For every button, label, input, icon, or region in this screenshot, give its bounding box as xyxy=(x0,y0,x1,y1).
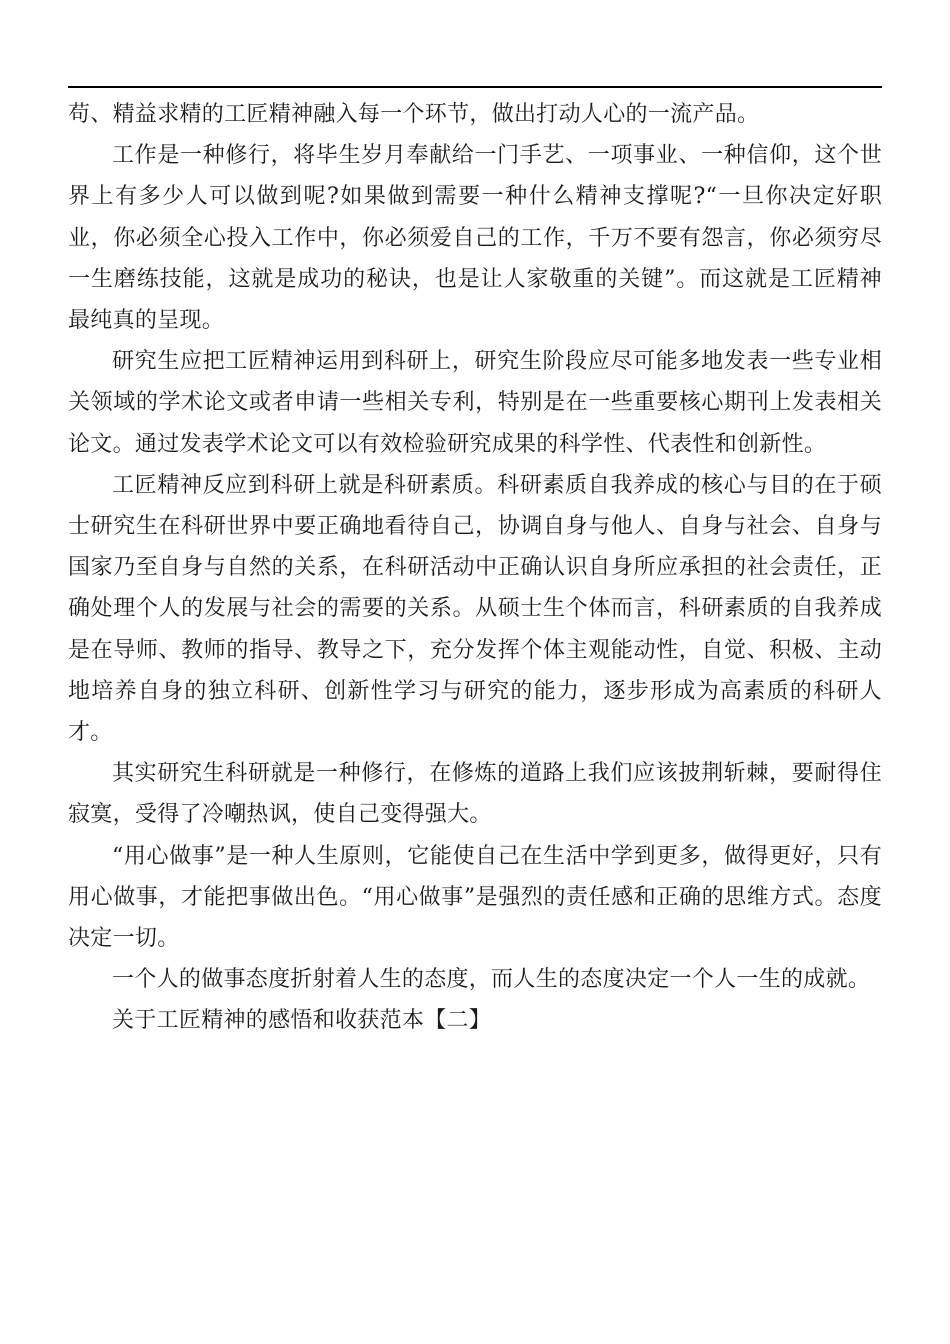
paragraph-attitude: 一个人的做事态度折射着人生的态度，而人生的态度决定一个人一生的成就。 xyxy=(112,967,871,993)
paragraph-research-quality: 工匠精神反应到科研上就是科研素质。科研素质自我养成的核心与目的在于硕士研究生在科研世界中要正确地看待自己，协调自身与他人、自身与社会、自身与国家乃至自身与自然的关系，在科研活动中正确认识自身所应承担的社会责任，正确处理个人的发展与社会的需要的关系。从硕士生个体而言，科研素质的自我养成是在导师、教师的指导、教导之下，充分发挥个体主观能动性，自觉、积极、主动地培养自身的独立科研、创新性学习与研究的能力，逐步形成为高素质的科研人才。 xyxy=(68,472,882,746)
document-body xyxy=(68,94,882,1042)
paragraph-research-practice: 其实研究生科研就是一种修行，在修炼的道路上我们应该披荆斩棘，要耐得住寂寞，受得了冷嘲热讽，使自己变得强大。 xyxy=(68,761,882,828)
header-rule xyxy=(68,86,882,88)
paragraph-work-with-heart: “用心做事”是一种人生原则，它能使自己在生活中学到更多，做得更好，只有用心做事，才能把事做出色。“用心做事”是强烈的责任感和正确的思维方式。态度决定一切。 xyxy=(68,843,882,952)
paragraph-continuation: 苟、精益求精的工匠精神融入每一个环节，做出打动人心的一流产品。 xyxy=(68,102,760,127)
section-heading: 关于工匠精神的感悟和收获范本【二】 xyxy=(112,1008,492,1034)
paragraph-research-application: 研究生应把工匠精神运用到科研上，研究生阶段应尽可能多地发表一些专业相关领域的学术论文或者申请一些相关专利，特别是在一些重要核心期刊上发表相关论文。通过发表学术论文可以有效检验研究成果的科学性、代表性和创新性。 xyxy=(68,349,882,457)
paragraph-work-as-practice: 工作是一种修行，将毕生岁月奉献给一门手艺、一项事业、一种信仰，这个世界上有多少人可以做到呢?如果做到需要一种什么精神支撑呢?“一旦你决定好职业，你必须全心投入工作中，你必须爱自己的工作，千万不要有怨言，你必须穷尽一生磨练技能，这就是成功的秘诀，也是让人家敬重的关键”。而这就是工匠精神最纯真的呈现。 xyxy=(68,143,882,334)
